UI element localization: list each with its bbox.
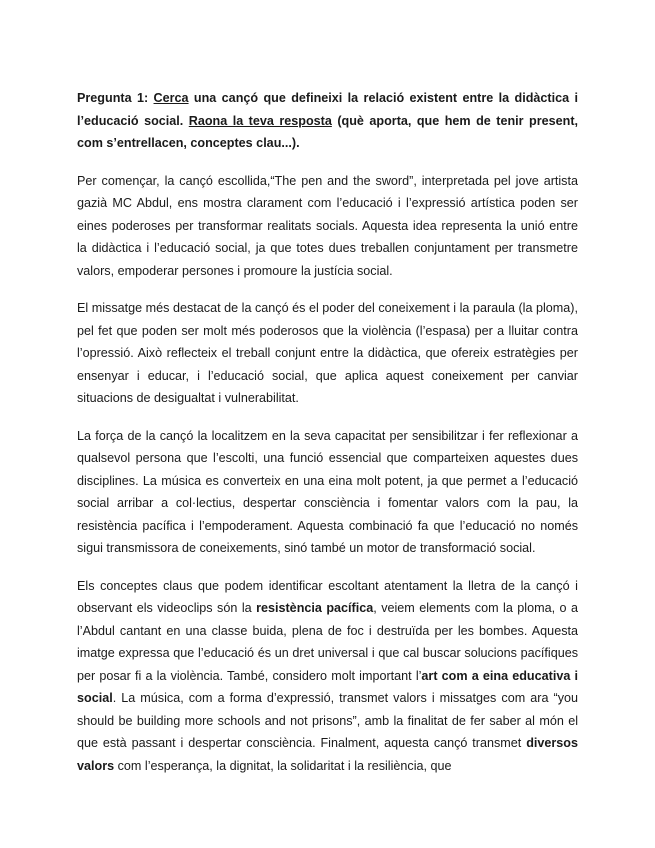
question-heading bbox=[77, 87, 578, 155]
paragraph-3: La força de la cançó la localitzem en la seva capacitat per sensibilitzar i fer reflexionar a qualsevol persona que l’escolti, una funció essencial que comparteixen aquestes dues disciplines. La música es converteix en una eina molt potent, ja que permet a l’educació social arribar a col·lectius, despertar consciència i fomentar valors com la pau, la resistència pacífica i l’empoderament. Aquesta combinació fa que l’educació no només sigui transmissora de coneixements, sinó també un motor de transformació social. bbox=[77, 428, 578, 555]
question-verb: Cerca bbox=[153, 91, 189, 105]
paragraph-4-text-1: Els conceptes claus que podem identificar escoltant atentament la lletra de la cançó i observant els videoclips són la bbox=[77, 578, 578, 615]
paragraph-1: Per començar, la cançó escollida,“The pen and the sword”, interpretada pel jove artista gazià MC Abdul, ens mostra clarament com l’educació i l’expressió artística poden ser eines poderoses per transformar realitats socials. Aquesta idea representa la unió entre la didàctica i l’educació social, ja que totes dues treballen conjuntament per transmetre valors, empoderar persones i promoure la justícia social. bbox=[77, 173, 578, 278]
paragraph-2: El missatge més destacat de la cançó és el poder del coneixement i la paraula (la ploma), pel fet que poden ser molt més poderosos que la violència (l’espasa) per a lluitar contra l’opressió. Això reflecteix el treball conjunt entre la didàctica, que ofereix estratègies per ensenyar i educar, i l’educació social, que aplica aquest coneixement per canviar situacions de desigualtat i vulnerabilitat. bbox=[77, 301, 578, 405]
paragraph-4-text-2: , veiem elements com la ploma, o a l’Abdul cantant en una classe buida, plena de foc i destruïda per les bombes. Aquesta imatge expressa que l’educació és un dret universal i que cal buscar solucions pacífiques per posar fi a la violència. També, considero molt important l’ bbox=[77, 601, 579, 683]
keyword-diversos-valors: diversos valors bbox=[77, 736, 578, 773]
paragraph-4-text-4: com l’esperança, la dignitat, la solidaritat i la resiliència, que bbox=[114, 758, 452, 773]
paragraph-4-text-3: . La música, com a forma d’expressió, transmet valors i missatges com ara “you should be building more schools and not prisons”, amb la finalitat de fer saber al món el que està passant i despertar consciència. Finalment, aquesta cançó transmet bbox=[77, 691, 578, 750]
paragraph-4 bbox=[77, 575, 578, 778]
keyword-resistencia-pacifica: resistència pacífica bbox=[256, 601, 374, 615]
question-instruction: Raona la teva resposta bbox=[188, 113, 332, 128]
document-body bbox=[77, 87, 578, 777]
question-text-detail: (què aporta, que hem de tenir present, com s’entrellacen, conceptes clau...). bbox=[77, 113, 579, 150]
question-text: una cançó que defineixi la relació existent entre la didàctica i l’educació social. bbox=[77, 91, 578, 128]
keyword-art-eina-educativa: art com a eina educativa i social bbox=[77, 668, 578, 705]
question-label: Pregunta 1: bbox=[77, 91, 149, 105]
